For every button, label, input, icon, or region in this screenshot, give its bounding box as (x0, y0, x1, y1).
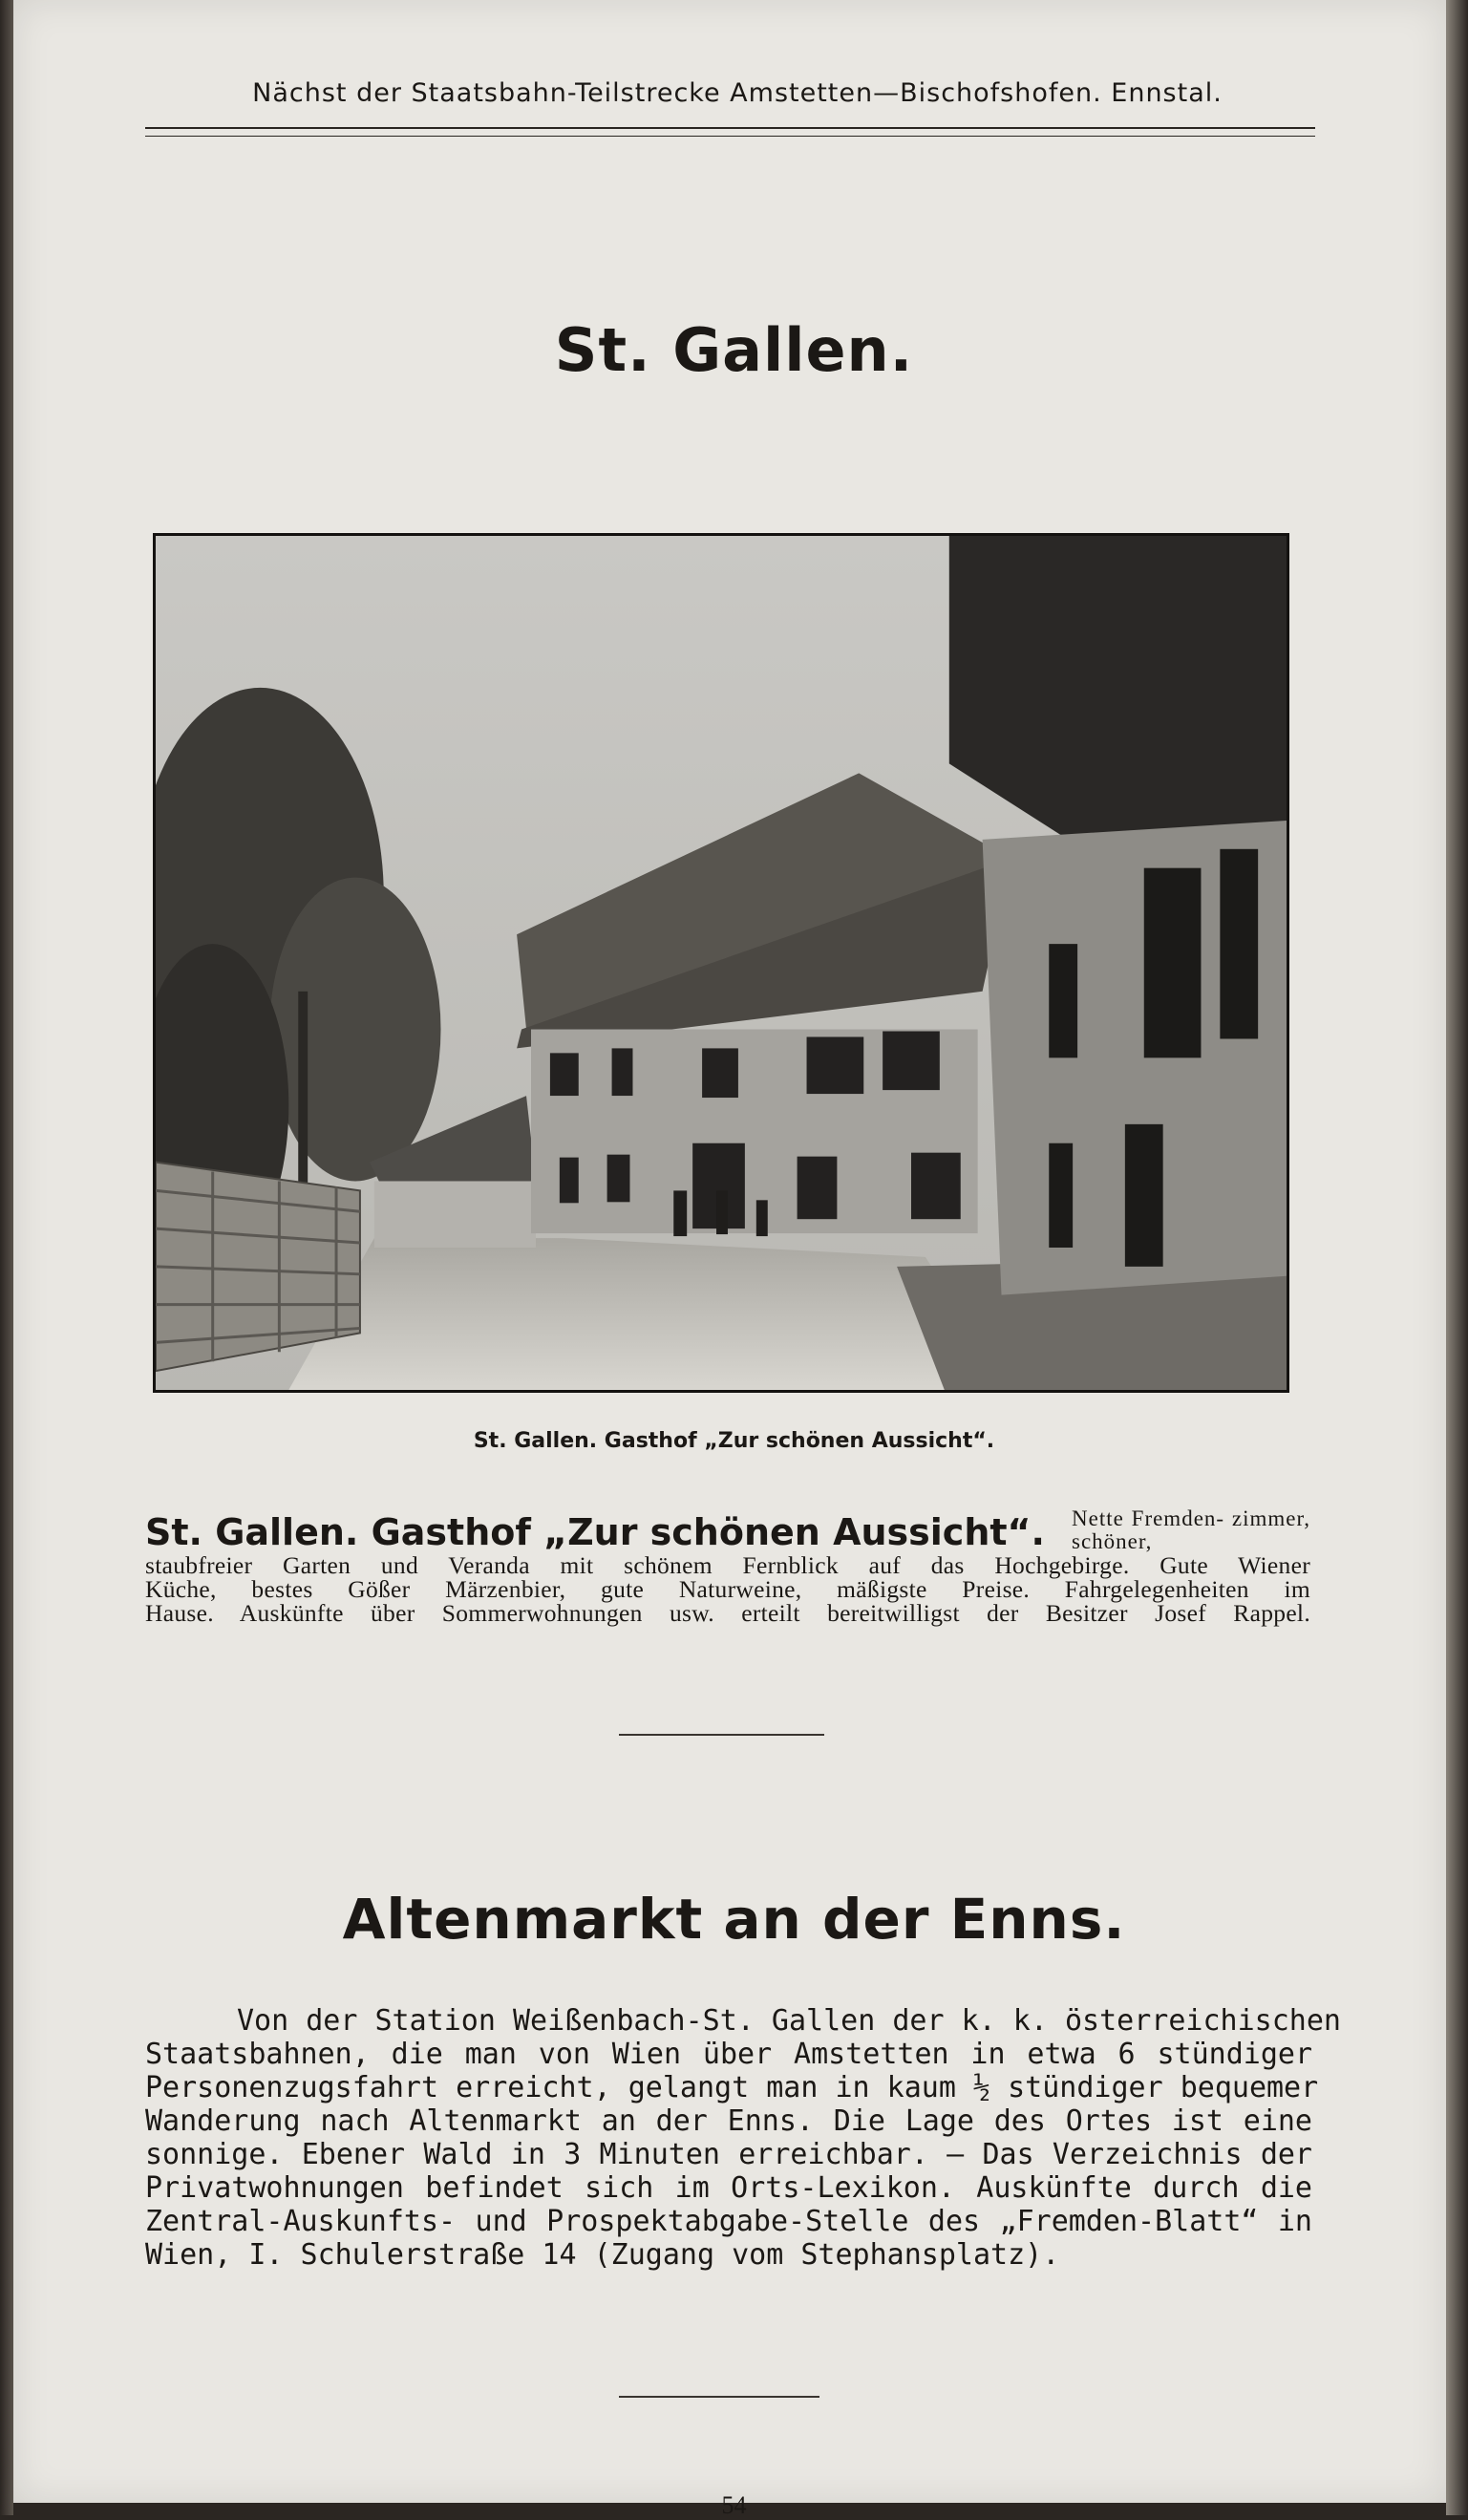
body-line: Personenzugsfahrt erreicht, gelangt man in kaum ½ stündiger bequemer (145, 2071, 1319, 2104)
advertisement-block (145, 1507, 1310, 1625)
body-line: Staatsbahnen, die man von Wien über Amstetten in etwa 6 stündiger (145, 2038, 1312, 2071)
ad-headline: St. Gallen. Gasthof „Zur schönen Aussicht“. (145, 1511, 1045, 1553)
section-title-st-gallen: St. Gallen. (554, 315, 914, 385)
divider-rule-bottom (619, 2396, 819, 2398)
page-number: 54 (721, 2491, 747, 2519)
ad-line: staubfreier Garten und Veranda mit schönem Fernblick auf das Hochgebirge. Gute Wiener (145, 1551, 1310, 1579)
body-line: Wien, I. Schulerstraße 14 (Zugang vom Stephansplatz). (145, 2238, 1060, 2272)
photo-illustration (156, 536, 1287, 1390)
ad-side-text: Nette Fremden- zimmer, schöner, (1072, 1506, 1310, 1553)
body-line: sonnige. Ebener Wald in 3 Minuten erreichbar. — Das Verzeichnis der (145, 2138, 1312, 2171)
ad-body (145, 1553, 1310, 1625)
body-line: Wanderung nach Altenmarkt an der Enns. Die Lage des Ortes ist eine (145, 2104, 1312, 2138)
running-head-rule (145, 127, 1315, 137)
body-line: Zentral-Auskunfts- und Prospektabgabe-Stelle des „Fremden-Blatt“ in (145, 2205, 1312, 2238)
photo-caption: St. Gallen. Gasthof „Zur schönen Aussicht“. (473, 1429, 995, 1453)
ad-line: Küche, bestes Gößer Märzenbier, gute Naturweine, mäßigste Preise. Fahrgelegenheiten im (145, 1575, 1310, 1603)
body-line: Privatwohnungen befindet sich im Orts-Lexikon. Auskünfte durch die (145, 2171, 1312, 2205)
ad-line: Hause. Auskünfte über Sommerwohnungen usw. erteilt bereitwilligst der Besitzer Josef Rappel. (145, 1599, 1310, 1627)
running-head: Nächst der Staatsbahn-Teilstrecke Amstetten—Bischofshofen. Ennstal. (252, 78, 1223, 108)
divider-rule (619, 1734, 824, 1736)
body-line: Von der Station Weißenbach-St. Gallen der k. k. österreichischen (237, 2004, 1341, 2038)
section-title-altenmarkt: Altenmarkt an der Enns. (342, 1887, 1126, 1952)
section-body-altenmarkt (145, 2004, 1341, 2272)
photo-gasthof (153, 533, 1289, 1393)
